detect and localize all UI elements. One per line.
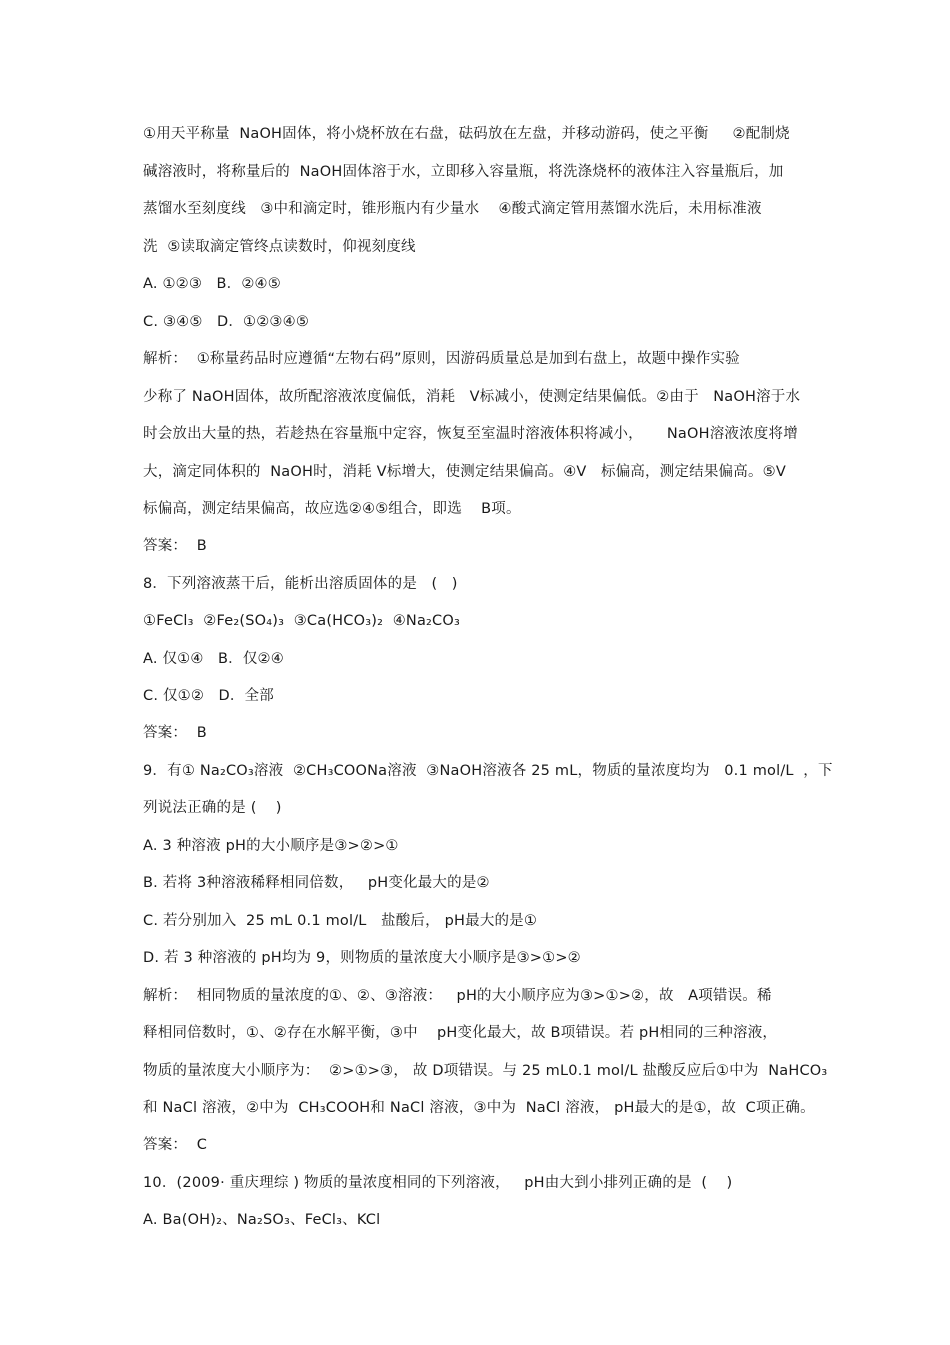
- option-line: A. Ba(OH)₂、Na₂SO₃、FeCl₃、KCl: [143, 1212, 381, 1228]
- text-line: ①用天平称量 NaOH固体，将小烧杯放在右盘，砝码放在左盘，并移动游码，使之平衡 ②配制烧: [143, 126, 790, 142]
- analysis-line: 少称了 NaOH固体，故所配溶液浓度偏低，消耗 V标减小，使测定结果偏低。②由于 NaOH溶于水: [143, 389, 801, 405]
- question-line: 列说法正确的是 ( ): [143, 800, 282, 816]
- option-line: A. 3 种溶液 pH的大小顺序是③>②>①: [143, 838, 399, 854]
- analysis-line: 解析： ①称量药品时应遵循“左物右码”原则，因游码质量总是加到右盘上，故题中操作实验: [143, 351, 740, 367]
- analysis-line: 时会放出大量的热，若趁热在容量瓶中定容，恢复至室温时溶液体积将减小， NaOH溶液浓度将增: [143, 426, 798, 442]
- answer-line: 答案： C: [143, 1137, 208, 1153]
- option-line: C. 若分别加入 25 mL 0.1 mol/L 盐酸后， pH最大的是①: [143, 913, 538, 929]
- question-8: 8．下列溶液蒸干后，能析出溶质固体的是 ( ): [143, 576, 458, 592]
- option-line: A. ①②③ B．②④⑤: [143, 276, 281, 292]
- text-line: 蒸馏水至刻度线 ③中和滴定时，锥形瓶内有少量水 ④酸式滴定管用蒸馏水洗后，未用标准液: [143, 201, 762, 217]
- question-line: ①FeCl₃ ②Fe₂(SO₄)₃ ③Ca(HCO₃)₂ ④Na₂CO₃: [143, 613, 461, 629]
- option-line: A. 仅①④ B．仅②④: [143, 651, 284, 667]
- analysis-line: 大，滴定同体积的 NaOH时，消耗 V标增大，使测定结果偏高。④V 标偏高，测定结果偏高。⑤V: [143, 464, 786, 480]
- analysis-line: 释相同倍数时，①、②存在水解平衡，③中 pH变化最大，故 B项错误。若 pH相同的三种溶液，: [143, 1025, 778, 1041]
- option-line: D. 若 3 种溶液的 pH均为 9，则物质的量浓度大小顺序是③>①>②: [143, 950, 581, 966]
- question-10: 10．(2009· 重庆理综 ) 物质的量浓度相同的下列溶液， pH由大到小排列正确的是 ( ): [143, 1175, 733, 1191]
- option-line: C. ③④⑤ D．①②③④⑤: [143, 314, 310, 330]
- analysis-line: 和 NaCl 溶液，②中为 CH₃COOH和 NaCl 溶液，③中为 NaCl 溶液， pH最大的是①，故 C项正确。: [143, 1100, 815, 1116]
- option-line: B. 若将 3种溶液稀释相同倍数， pH变化最大的是②: [143, 875, 490, 891]
- analysis-line: 解析： 相同物质的量浓度的①、②、③溶液： pH的大小顺序应为③>①>②，故 A项错误。稀: [143, 988, 772, 1004]
- text-line: 洗 ⑤读取滴定管终点读数时，仰视刻度线: [143, 239, 416, 255]
- text-line: 碱溶液时，将称量后的 NaOH固体溶于水，立即移入容量瓶，将洗涤烧杯的液体注入容量瓶后，加: [143, 164, 784, 180]
- option-line: C. 仅①② D．全部: [143, 688, 274, 704]
- question-9: 9．有① Na₂CO₃溶液 ②CH₃COONa溶液 ③NaOH溶液各 25 mL，物质的量浓度均为 0.1 mol/L ，下: [143, 763, 833, 779]
- answer-line: 答案： B: [143, 725, 207, 741]
- analysis-line: 标偏高，测定结果偏高，故应选②④⑤组合，即选 B项。: [143, 501, 521, 517]
- analysis-line: 物质的量浓度大小顺序为： ②>①>③， 故 D项错误。与 25 mL0.1 mol/L 盐酸反应后①中为 NaHCO₃: [143, 1063, 828, 1079]
- answer-line: 答案： B: [143, 538, 207, 554]
